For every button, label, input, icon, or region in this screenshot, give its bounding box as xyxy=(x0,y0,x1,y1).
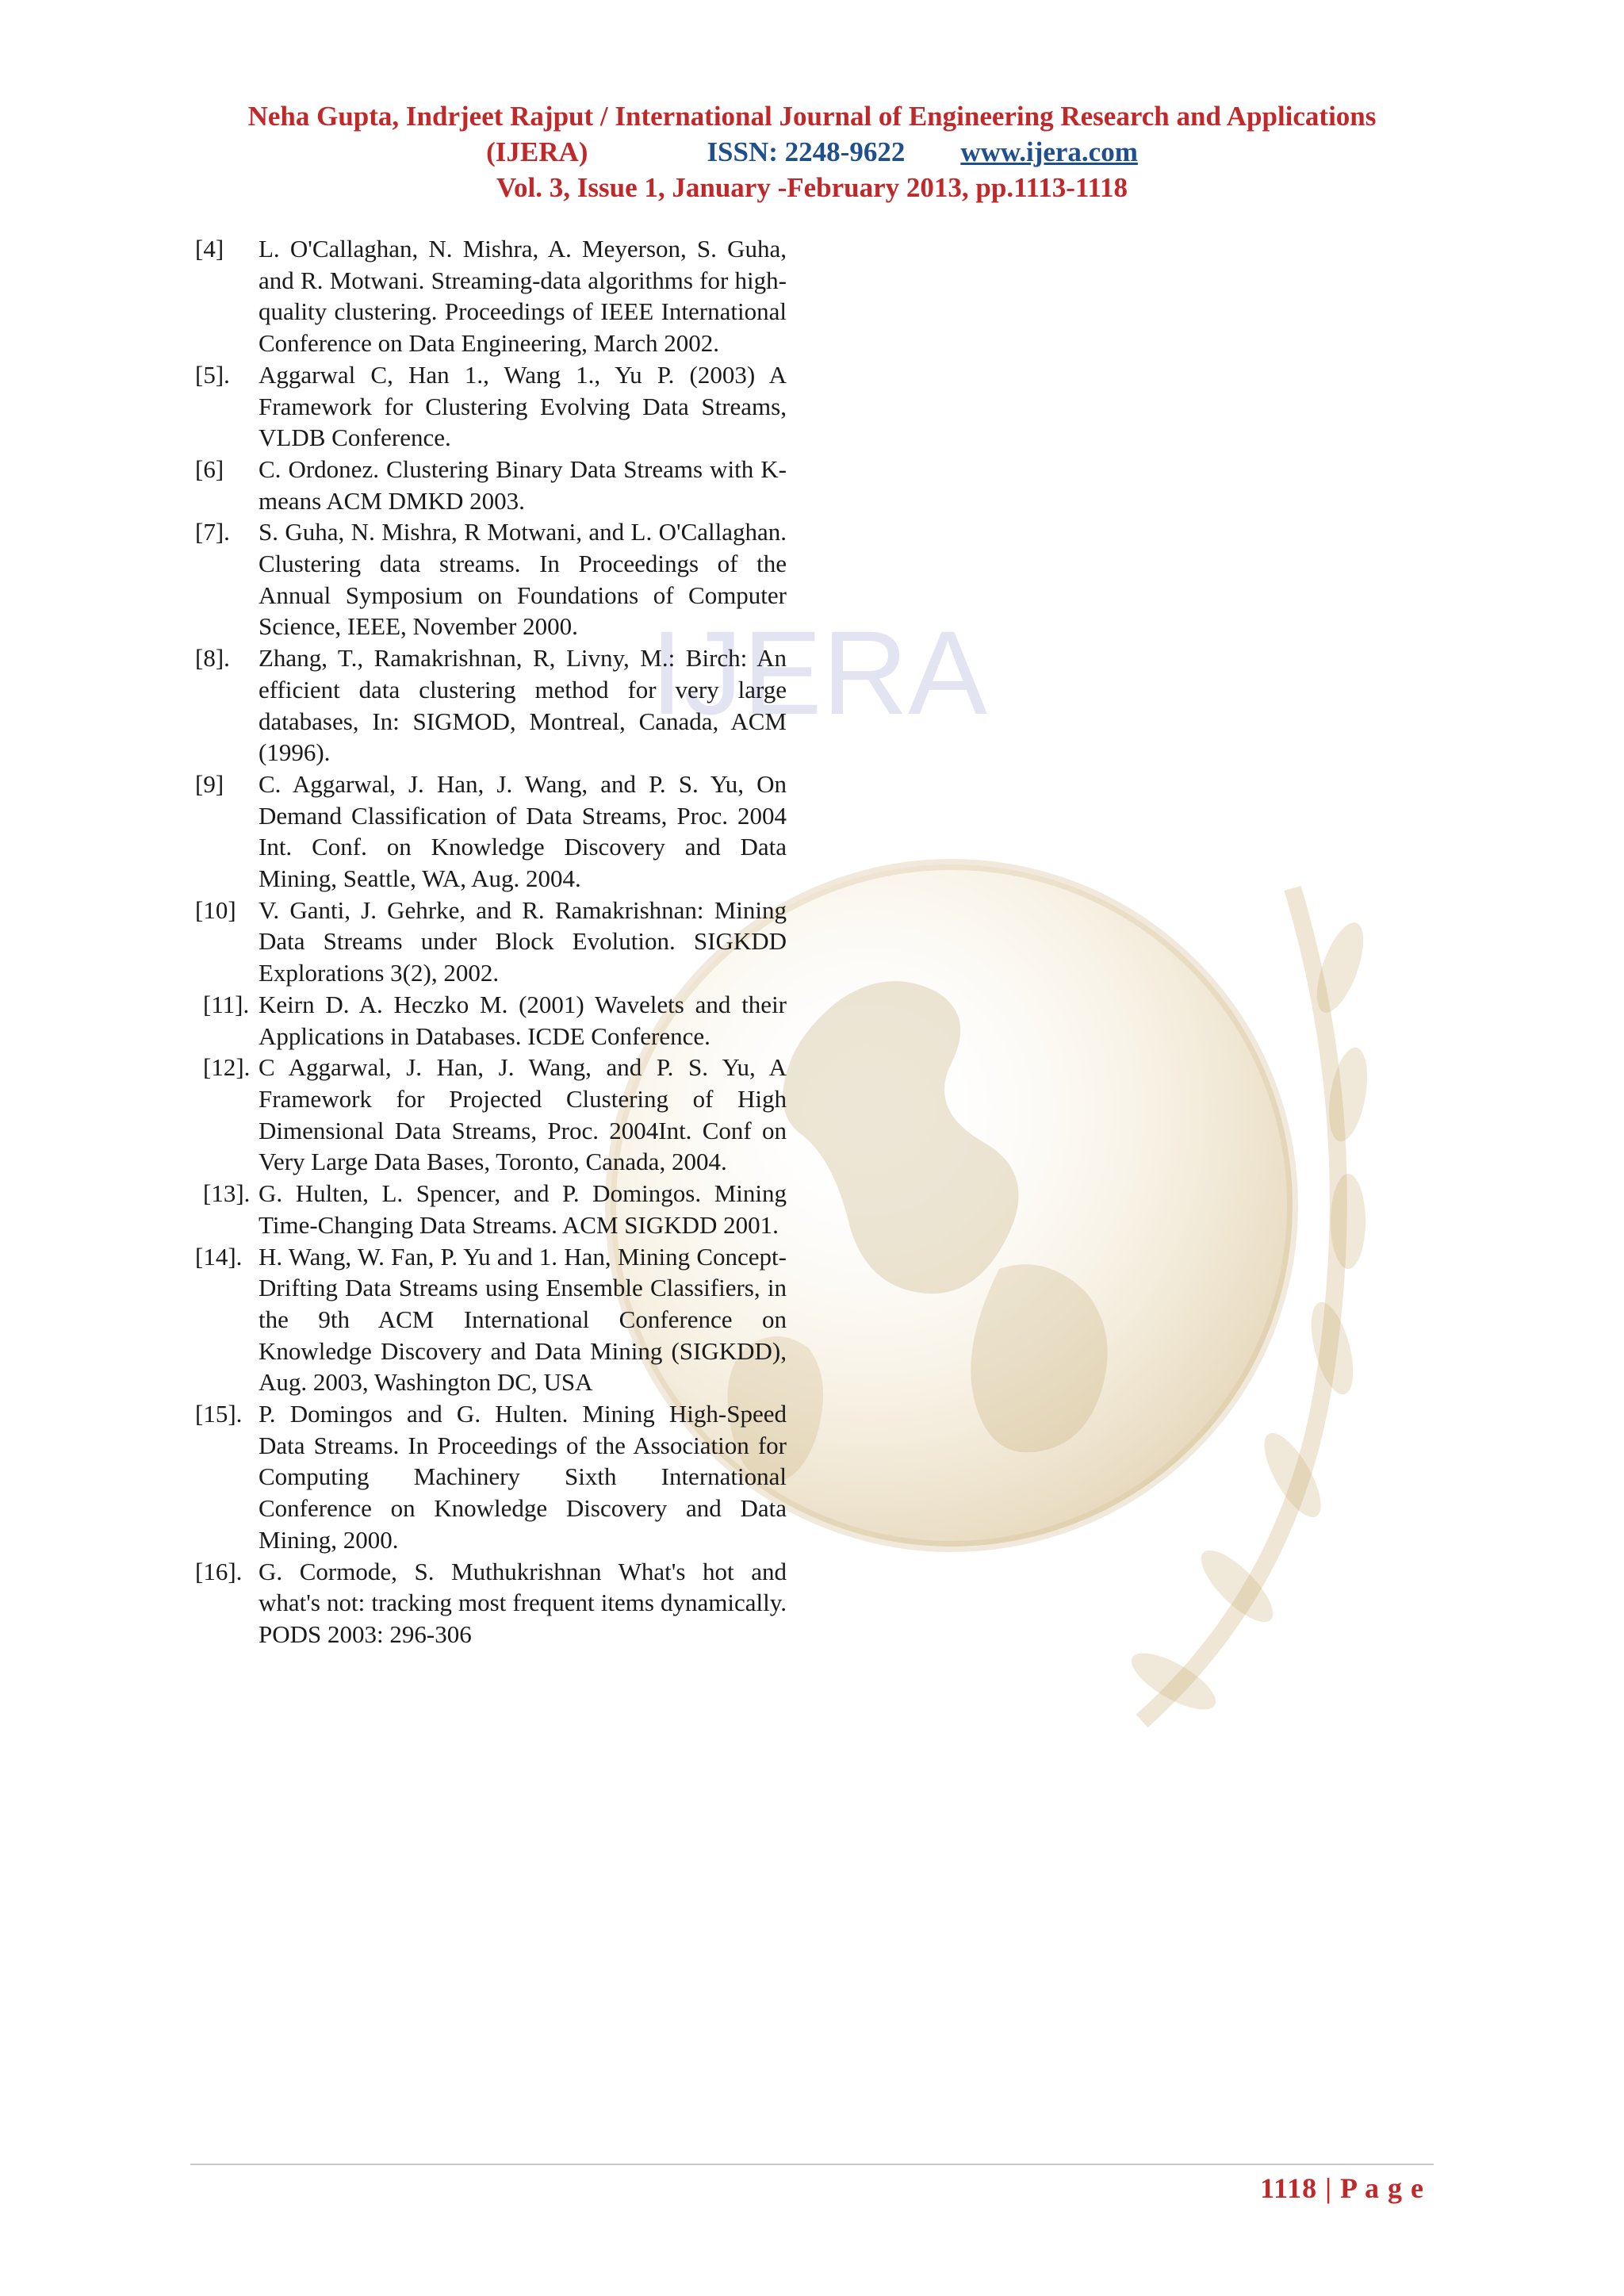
reference-item xyxy=(195,769,787,895)
header-line-volume: Vol. 3, Issue 1, January -February 2013, pp.1113-1118 xyxy=(496,172,1128,203)
reference-number: [7]. xyxy=(195,518,230,546)
reference-item xyxy=(195,642,787,769)
journal-header xyxy=(0,98,1624,205)
reference-text: G. Cormode, S. Muthukrishnan What's hot and what's not: tracking most frequent items dynamically. PODS 2003: 296-306 xyxy=(259,1557,787,1648)
journal-url-link[interactable]: www.ijera.com xyxy=(960,136,1138,167)
journal-abbrev: (IJERA) xyxy=(486,136,588,167)
reference-text: C Aggarwal, J. Han, J. Wang, and P. S. Yu, A Framework for Projected Clustering of High Dimensional Data Streams, Proc. 2004Int. Conf on Very Large Data Bases, Toronto, Canada, 2004. xyxy=(259,1053,787,1176)
header-line-issn xyxy=(0,134,1624,170)
reference-text: V. Ganti, J. Gehrke, and R. Ramakrishnan: Mining Data Streams under Block Evolution. SIGKDD Explorations 3(2), 2002. xyxy=(259,895,787,987)
reference-text: C. Ordonez. Clustering Binary Data Streams with K-means ACM DMKD 2003. xyxy=(259,454,787,515)
reference-item xyxy=(195,516,787,642)
reference-number: [11]. xyxy=(203,990,250,1018)
reference-item xyxy=(195,233,787,359)
reference-item xyxy=(195,359,787,454)
page-number: 1118 | P a g e xyxy=(1260,2172,1424,2204)
reference-item xyxy=(195,1052,787,1178)
reference-item xyxy=(195,1398,787,1556)
reference-item xyxy=(195,1241,787,1399)
laurel-leaf xyxy=(1303,1297,1362,1398)
reference-number: [6] xyxy=(195,454,224,483)
reference-text: H. Wang, W. Fan, P. Yu and 1. Han, Mining Concept-Drifting Data Streams using Ensemble Classifiers, in the 9th ACM International Conference on Knowledge Discovery and Data Mining (SIGKDD), Aug. 2003, Washington DC, USA xyxy=(259,1242,787,1397)
footer-divider xyxy=(190,2164,1434,2165)
reference-text: Aggarwal C, Han 1., Wang 1., Yu P. (2003) A Framework for Clustering Evolving Data Streams, VLDB Conference. xyxy=(259,360,787,452)
reference-text: C. Aggarwal, J. Han, J. Wang, and P. S. Yu, On Demand Classification of Data Streams, Proc. 2004 Int. Conf. on Knowledge Discovery and Data Mining, Seattle, WA, Aug. 2004. xyxy=(259,769,787,893)
reference-item xyxy=(195,1556,787,1650)
reference-text: G. Hulten, L. Spencer, and P. Domingos. Mining Time-Changing Data Streams. ACM SIGKDD 2001. xyxy=(259,1179,787,1239)
reference-item xyxy=(195,989,787,1052)
reference-number: [10] xyxy=(195,895,236,924)
issn: ISSN: 2248-9622 xyxy=(707,136,906,167)
reference-number: [16]. xyxy=(195,1557,243,1585)
reference-text: L. O'Callaghan, N. Mishra, A. Meyerson, S. Guha, and R. Motwani. Streaming-data algorithms for high-quality clustering. Proceedings of IEEE International Conference on Data Engineering, March 2002. xyxy=(259,235,787,358)
reference-item xyxy=(195,454,787,516)
reference-number: [13]. xyxy=(203,1179,251,1208)
reference-text: P. Domingos and G. Hulten. Mining High-Speed Data Streams. In Proceedings of the Association for Computing Machinery Sixth International Conference on Knowledge Discovery and Data Mining, 2000. xyxy=(259,1400,787,1554)
reference-number: [9] xyxy=(195,769,224,798)
reference-list xyxy=(195,233,787,1650)
watermark-text: IJERA xyxy=(650,606,988,739)
reference-text: Zhang, T., Ramakrishnan, R, Livny, M.: Birch: An efficient data clustering method for very large databases, In: SIGMOD, Montreal, Canada, ACM (1996). xyxy=(259,644,787,767)
reference-number: [4] xyxy=(195,235,224,263)
reference-number: [8]. xyxy=(195,644,230,673)
reference-item xyxy=(195,1178,787,1240)
reference-number: [14]. xyxy=(195,1242,243,1271)
reference-number: [12]. xyxy=(203,1053,251,1082)
reference-item xyxy=(195,895,787,989)
reference-number: [5]. xyxy=(195,360,230,389)
reference-text: S. Guha, N. Mishra, R Motwani, and L. O'Callaghan. Clustering data streams. In Proceedings of the Annual Symposium on Foundations of Computer Science, IEEE, November 2000. xyxy=(259,518,787,641)
reference-number: [15]. xyxy=(195,1400,243,1428)
header-line-authors: Neha Gupta, Indrjeet Rajput / International Journal of Engineering Research and Applications xyxy=(247,101,1377,132)
laurel-leaf xyxy=(1331,1174,1365,1269)
reference-text: Keirn D. A. Heczko M. (2001) Wavelets and their Applications in Databases. ICDE Conference. xyxy=(259,990,787,1050)
